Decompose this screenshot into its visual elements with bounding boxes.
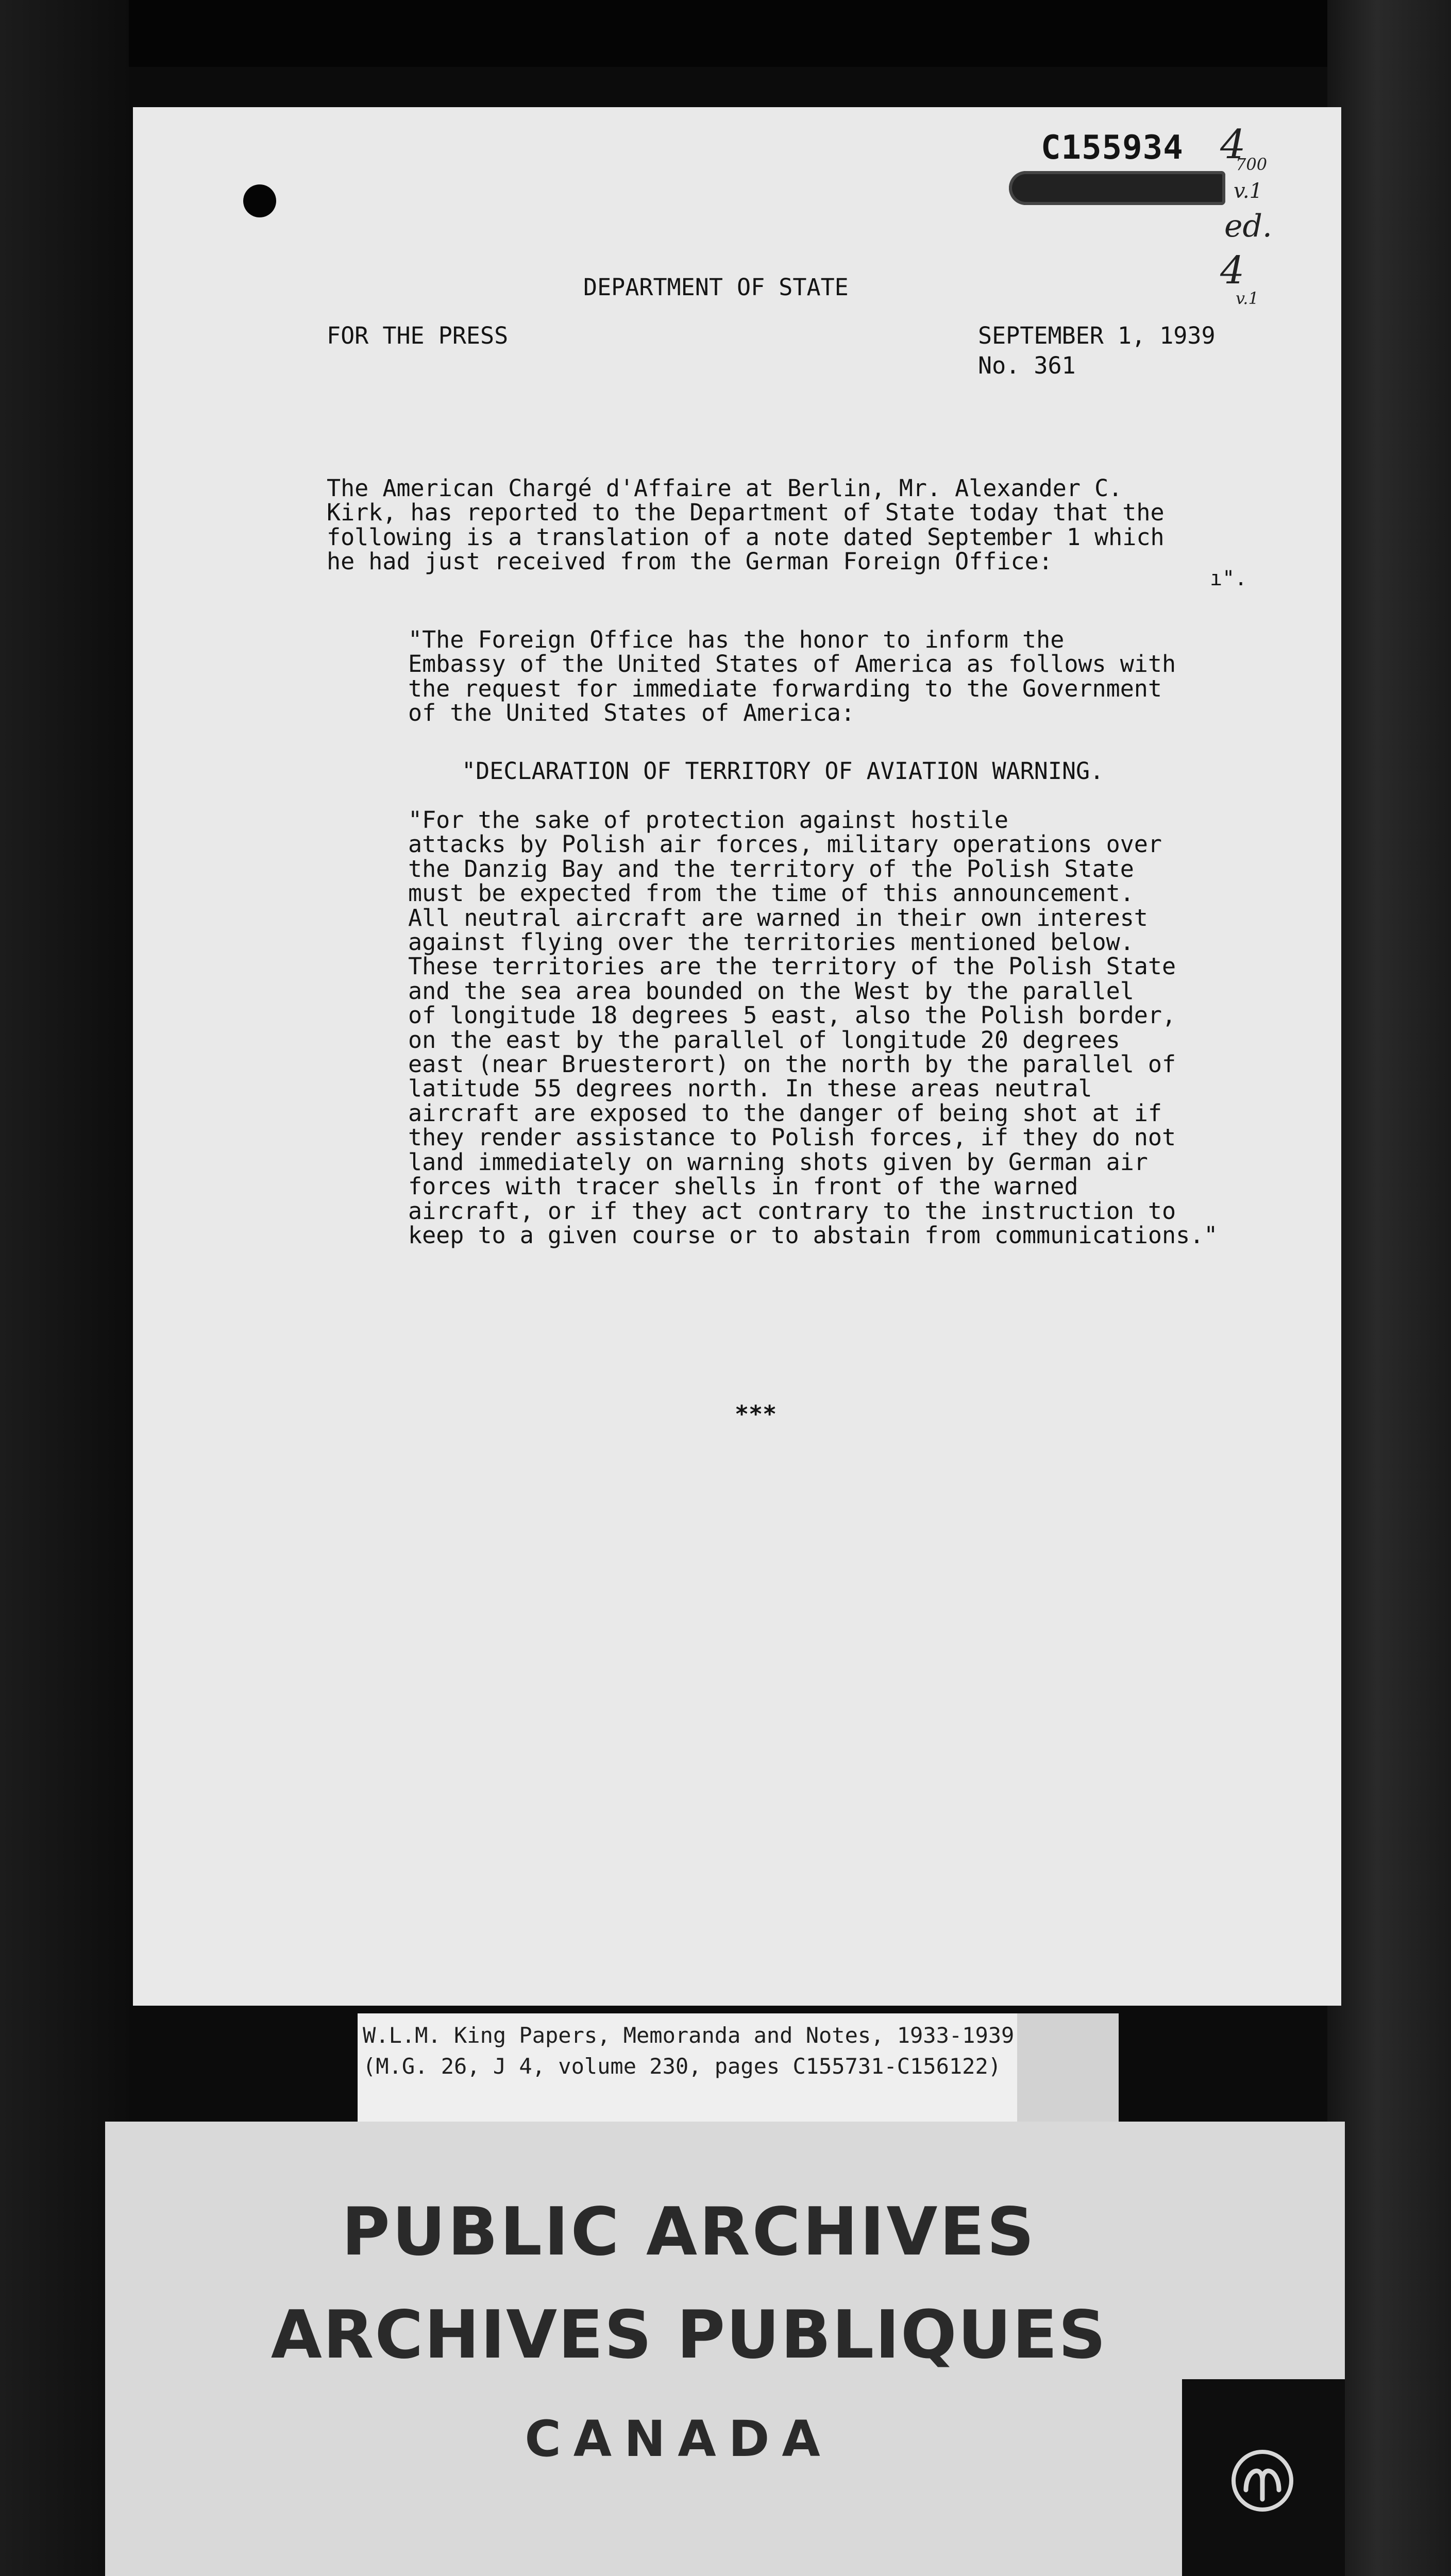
torn-paper-edge [1017, 2013, 1119, 2126]
handwritten-note: 700 [1236, 155, 1268, 174]
tick-mark: ı". [1210, 567, 1247, 590]
archives-title-en: PUBLIC ARCHIVES [342, 2194, 1036, 2270]
film-border-top [0, 0, 1451, 67]
press-release-page [133, 107, 1341, 2006]
handwritten-note: v.1 [1234, 179, 1263, 203]
press-line: FOR THE PRESS [327, 322, 509, 349]
handwritten-note: ed. [1224, 208, 1272, 244]
declaration-title: "DECLARATION OF TERRITORY OF AVIATION WARNING. [462, 757, 1104, 785]
declaration-paragraph: "For the sake of protection against hostile attacks by Polish air forces, military operations over the Danzig Bay and the territory of the Polish State must be expected from the time of this announcement. All neutral aircraft are warned in their own interest against flying over the territories mentioned below. These territories are the territory of the Polish State and the sea area bounded on the West by the parallel of longitude 18 degrees 5 east, also the Polish border, on the east by the parallel of longitude 20 degrees east (near Bruesterort) on the north by the parallel of latitude 55 degrees north. In these areas neutral aircraft are exposed to the danger of being shot at if they render assistance to Polish forces, if they do not land immediately on warning shots given by German air forces with tracer shells in front of the warned aircraft, or if they act contrary to the instruction to keep to a given course or to abstain from communications." [408, 806, 1218, 1249]
archives-logo-icon [1230, 2449, 1294, 2513]
handwritten-note: v.1 [1236, 289, 1259, 308]
archives-title-fr: ARCHIVES PUBLIQUES [271, 2297, 1107, 2374]
caption-line: W.L.M. King Papers, Memoranda and Notes, 1933-1939 [363, 2023, 1015, 2048]
note-paragraph: "The Foreign Office has the honor to inform the Embassy of the United States of America as follows with the request for immediate forwarding to the Government of the United States of America: [408, 626, 1176, 727]
release-date: SEPTEMBER 1, 1939 [978, 322, 1216, 349]
closing-mark: *** [735, 1400, 777, 1428]
paper-clip-shadow [1009, 171, 1225, 205]
archive-caption [358, 2013, 1119, 2126]
handwritten-note: 4 [1220, 122, 1246, 168]
archives-stamp-card [105, 2122, 1345, 2576]
punch-hole [243, 184, 276, 217]
release-number: No. 361 [978, 352, 1076, 379]
intro-paragraph: The American Chargé d'Affaire at Berlin, Mr. Alexander C. Kirk, has reported to the Department of State today that the following is a translation of a note dated September 1 which he had just received from the German Foreign Office: [327, 474, 1165, 575]
document-number: C155934 [1041, 129, 1184, 167]
film-border-right [1327, 0, 1451, 2576]
archives-country: CANADA [525, 2410, 833, 2468]
caption-line: (M.G. 26, J 4, volume 230, pages C155731-C156122) [363, 2054, 1002, 2079]
handwritten-note: 4 [1220, 248, 1245, 293]
department-heading: DEPARTMENT OF STATE [583, 274, 849, 301]
